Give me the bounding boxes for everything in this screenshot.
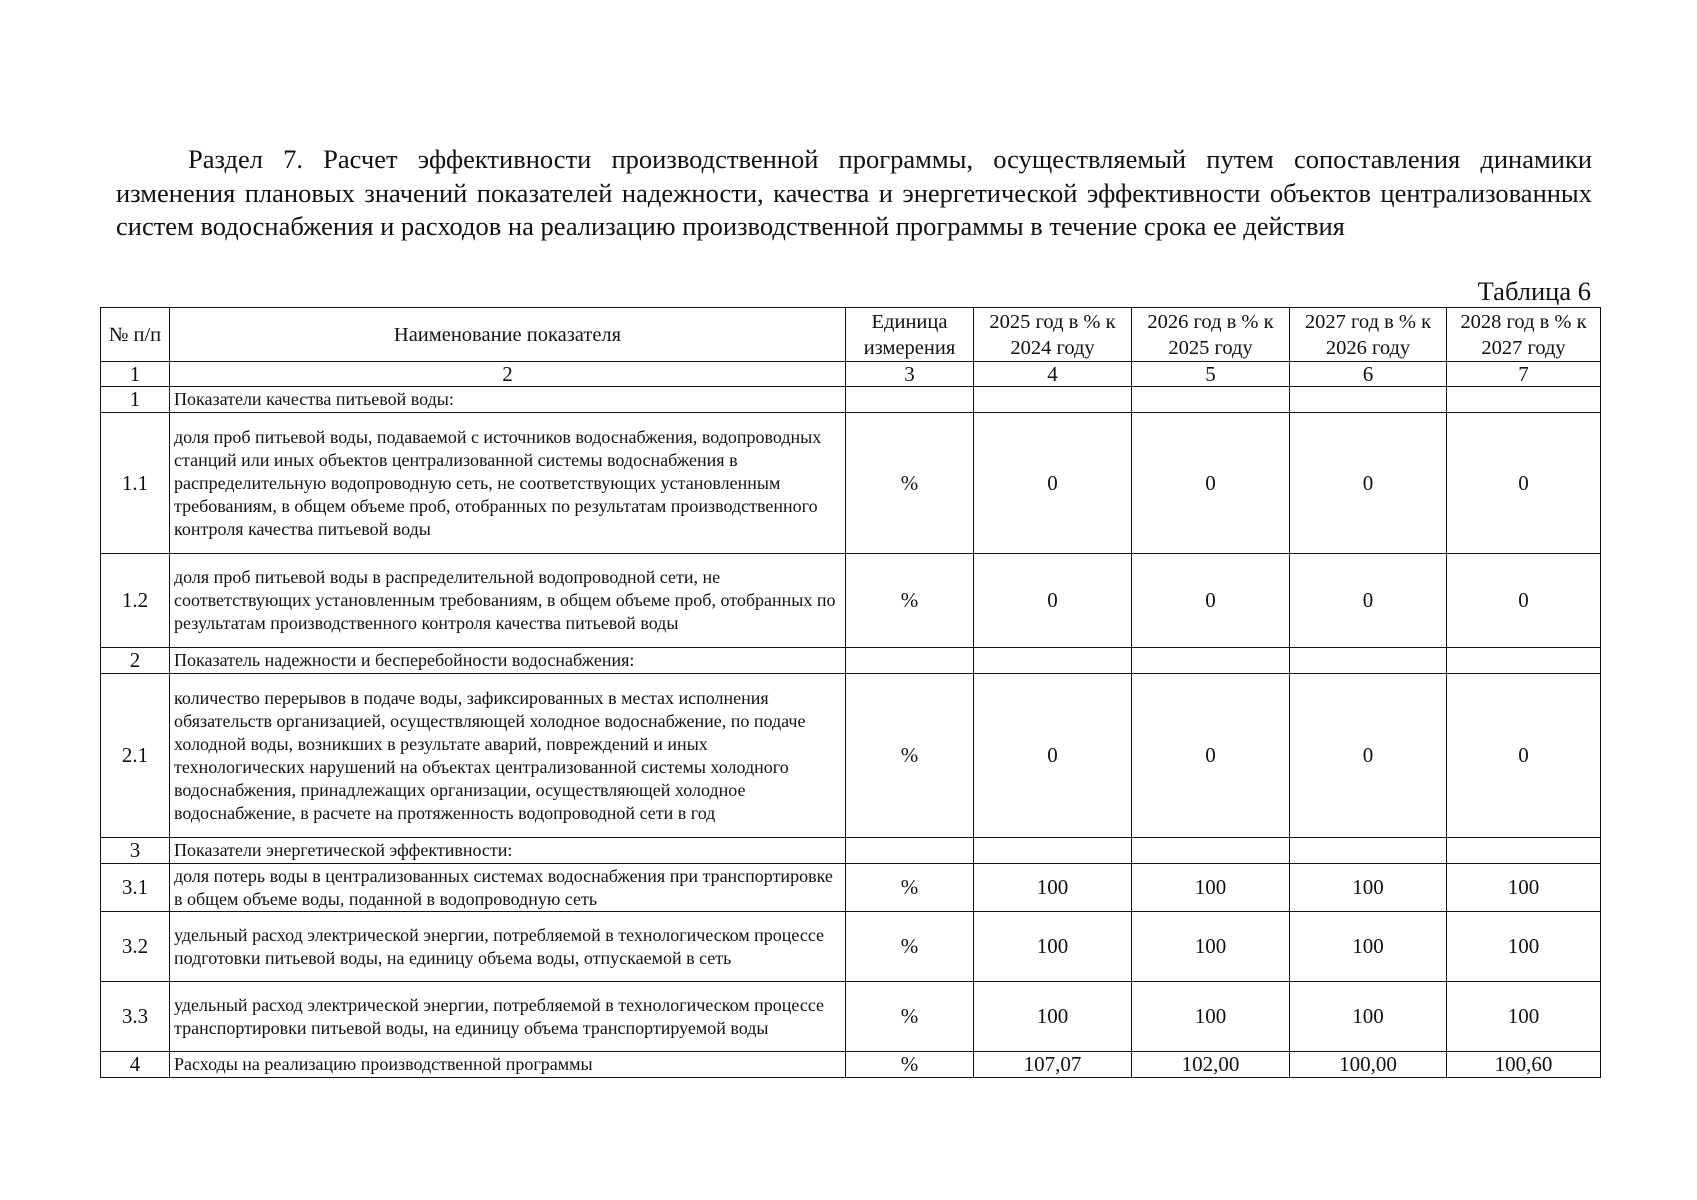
header-2028: 2028 год в % к 2027 году [1447, 308, 1601, 362]
unit-cell [846, 387, 974, 413]
header-2025: 2025 год в % к 2024 году [974, 308, 1132, 362]
value-2026: 100 [1132, 912, 1290, 982]
indicator-name: Показатель надежности и бесперебойности водоснабжения: [170, 648, 846, 674]
value-2028: 0 [1447, 674, 1601, 838]
unit-cell: % [846, 1052, 974, 1078]
value-2026: 102,00 [1132, 1052, 1290, 1078]
row-no: 2 [101, 648, 170, 674]
header-2026: 2026 год в % к 2025 году [1132, 308, 1290, 362]
value-2025: 0 [974, 554, 1132, 648]
value-2027 [1290, 387, 1447, 413]
column-number: 1 [101, 362, 170, 387]
value-2028 [1447, 838, 1601, 864]
unit-cell [846, 838, 974, 864]
row-no: 2.1 [101, 674, 170, 838]
indicator-name: удельный расход электрической энергии, потребляемой в технологическом процессе транспортировки питьевой воды, на единицу объема транспортируемой воды [170, 982, 846, 1052]
unit-cell: % [846, 912, 974, 982]
value-2025 [974, 387, 1132, 413]
value-2025: 100 [974, 912, 1132, 982]
indicators-table [100, 307, 1601, 1078]
value-2025: 100 [974, 982, 1132, 1052]
value-2028: 100 [1447, 864, 1601, 912]
value-2026: 0 [1132, 674, 1290, 838]
value-2028 [1447, 387, 1601, 413]
value-2027: 0 [1290, 554, 1447, 648]
value-2027: 100 [1290, 912, 1447, 982]
value-2027 [1290, 838, 1447, 864]
value-2027: 0 [1290, 413, 1447, 554]
column-number: 5 [1132, 362, 1290, 387]
column-number: 4 [974, 362, 1132, 387]
value-2028: 100 [1447, 982, 1601, 1052]
value-2027: 100,00 [1290, 1052, 1447, 1078]
value-2028: 0 [1447, 554, 1601, 648]
table-row [101, 413, 1601, 554]
value-2027 [1290, 648, 1447, 674]
value-2025 [974, 838, 1132, 864]
table-row [101, 838, 1601, 864]
indicator-name: доля потерь воды в централизованных системах водоснабжения при транспортировке в общем объеме воды, поданной в водопроводную сеть [170, 864, 846, 912]
unit-cell: % [846, 554, 974, 648]
row-no: 1 [101, 387, 170, 413]
table-row [101, 387, 1601, 413]
table-row [101, 674, 1601, 838]
row-no: 1.2 [101, 554, 170, 648]
row-no: 1.1 [101, 413, 170, 554]
value-2026: 0 [1132, 554, 1290, 648]
row-no: 3.1 [101, 864, 170, 912]
indicator-name: доля проб питьевой воды в распределительной водопроводной сети, не соответствующих установленным требованиям, в общем объеме проб, отобранных по результатам производственного контроля качества питьевой воды [170, 554, 846, 648]
value-2025: 0 [974, 674, 1132, 838]
value-2025: 100 [974, 864, 1132, 912]
unit-cell: % [846, 674, 974, 838]
unit-cell: % [846, 864, 974, 912]
unit-cell: % [846, 413, 974, 554]
value-2026 [1132, 648, 1290, 674]
header-2027: 2027 год в % к 2026 году [1290, 308, 1447, 362]
value-2027: 100 [1290, 864, 1447, 912]
table-row [101, 864, 1601, 912]
header-name: Наименование показателя [170, 308, 846, 362]
indicator-name: Показатели качества питьевой воды: [170, 387, 846, 413]
section-heading: Раздел 7. Расчет эффективности производственной программы, осуществляемый путем сопоставления динамики изменения плановых значений показателей надежности, качества и энергетической эффективности объектов централизованных систем водоснабжения и расходов на реализацию производственной программы в течение срока ее действия [116, 144, 1592, 241]
value-2026 [1132, 838, 1290, 864]
value-2027: 100 [1290, 982, 1447, 1052]
header-row [101, 308, 1601, 362]
value-2028: 0 [1447, 413, 1601, 554]
header-unit: Единица измерения [846, 308, 974, 362]
value-2025: 107,07 [974, 1052, 1132, 1078]
value-2025: 0 [974, 413, 1132, 554]
indicator-name: Расходы на реализацию производственной программы [170, 1052, 846, 1078]
table-row [101, 554, 1601, 648]
row-no: 3 [101, 838, 170, 864]
table-row [101, 982, 1601, 1052]
unit-cell [846, 648, 974, 674]
table-row [101, 912, 1601, 982]
value-2026: 100 [1132, 982, 1290, 1052]
value-2026 [1132, 387, 1290, 413]
column-number: 7 [1447, 362, 1601, 387]
table-row [101, 1052, 1601, 1078]
value-2028 [1447, 648, 1601, 674]
unit-cell: % [846, 982, 974, 1052]
header-no: № п/п [101, 308, 170, 362]
indicator-name: количество перерывов в подаче воды, зафиксированных в местах исполнения обязательств организацией, осуществляющей холодное водоснабжение, по подаче холодной воды, возникших в результате аварий, повреждений и иных технологических нарушений на объектах централизованной системы холодного водоснабжения, принадлежащих организации, осуществляющей холодное водоснабжение, в расчете на протяженность водопроводной сети в год [170, 674, 846, 838]
column-number: 6 [1290, 362, 1447, 387]
row-no: 3.2 [101, 912, 170, 982]
column-numbers-row [101, 362, 1601, 387]
table-row [101, 648, 1601, 674]
value-2027: 0 [1290, 674, 1447, 838]
row-no: 3.3 [101, 982, 170, 1052]
indicator-name: Показатели энергетической эффективности: [170, 838, 846, 864]
column-number: 2 [170, 362, 846, 387]
value-2028: 100,60 [1447, 1052, 1601, 1078]
row-no: 4 [101, 1052, 170, 1078]
table-caption: Таблица 6 [1477, 276, 1591, 306]
value-2028: 100 [1447, 912, 1601, 982]
indicator-name: удельный расход электрической энергии, потребляемой в технологическом процессе подготовки питьевой воды, на единицу объема воды, отпускаемой в сеть [170, 912, 846, 982]
column-number: 3 [846, 362, 974, 387]
indicator-name: доля проб питьевой воды, подаваемой с источников водоснабжения, водопроводных станций или иных объектов централизованной системы водоснабжения в распределительную водопроводную сеть, не соответствующих установленным требованиям, в общем объеме проб, отобранных по результатам производственного контроля качества питьевой воды [170, 413, 846, 554]
value-2025 [974, 648, 1132, 674]
value-2026: 100 [1132, 864, 1290, 912]
value-2026: 0 [1132, 413, 1290, 554]
